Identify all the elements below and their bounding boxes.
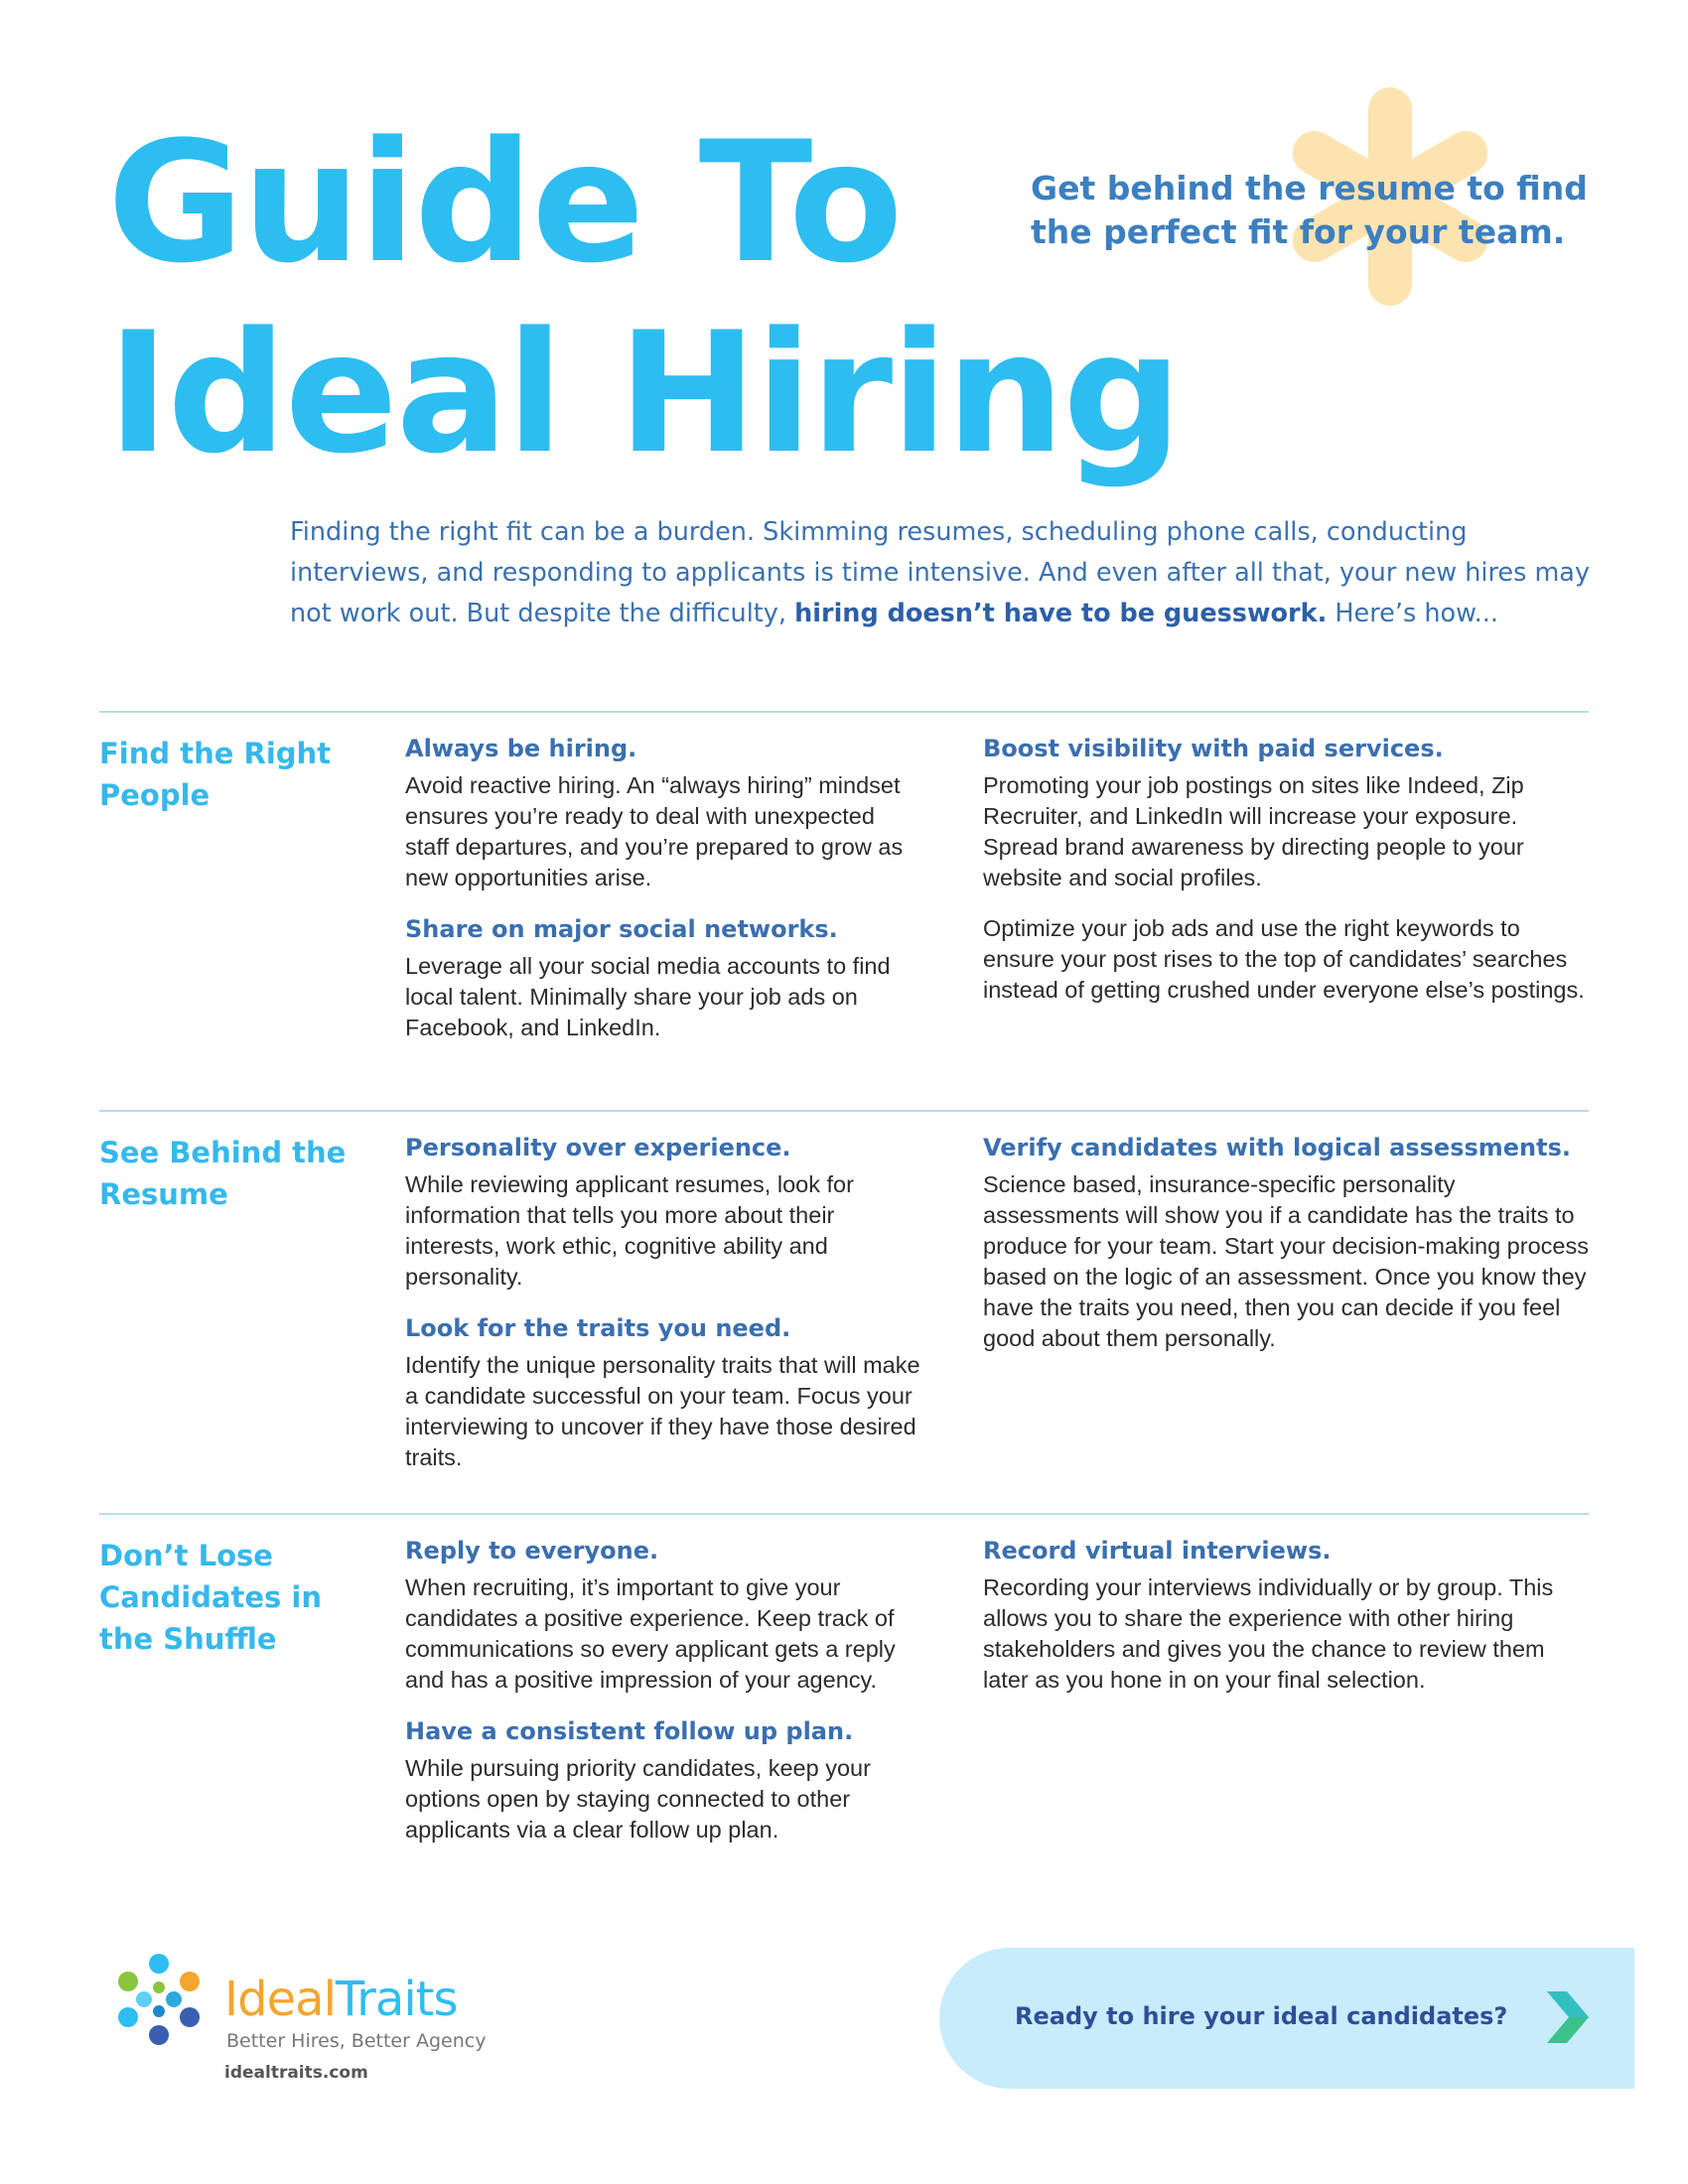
brand-name-traits: Traits bbox=[335, 1972, 458, 2027]
intro-text: Finding the right fit can be a burden. Skimming resumes, scheduling phone calls, conducting interviews, and responding to applicants is time intensive. And even after all that, your new hires may not work out. But despite the difficulty, bbox=[290, 517, 1591, 628]
tip-heading: Reply to everyone. bbox=[405, 1537, 659, 1565]
section-3-right-column bbox=[983, 1535, 1594, 1715]
tip-heading: Have a consistent follow up plan. bbox=[405, 1717, 854, 1745]
cta-banner-button[interactable] bbox=[939, 1948, 1634, 2089]
section-1-left-column bbox=[405, 733, 921, 1063]
tip-block bbox=[405, 1535, 921, 1696]
chevron-right-icon bbox=[1545, 1987, 1591, 2047]
tip-heading: Share on major social networks. bbox=[405, 915, 838, 943]
tip-block bbox=[405, 913, 921, 1043]
tip-block bbox=[983, 1535, 1594, 1696]
intro-emphasis: hiring doesn’t have to be guesswork. bbox=[794, 599, 1328, 628]
tip-heading: Look for the traits you need. bbox=[405, 1314, 791, 1342]
tip-block bbox=[405, 1132, 921, 1293]
section-title-dont-lose: Don’t Lose Candidates in the Shuffle bbox=[99, 1539, 322, 1656]
section-3-left-column bbox=[405, 1535, 921, 1865]
page-title-line-1: Guide To bbox=[107, 105, 902, 300]
section-title-behind-resume: See Behind the Resume bbox=[99, 1136, 347, 1211]
section-divider bbox=[99, 1110, 1589, 1112]
tip-block bbox=[405, 1312, 921, 1473]
brand-name bbox=[224, 1972, 457, 2027]
intro-paragraph bbox=[290, 512, 1611, 634]
tip-body: While pursuing priority candidates, keep your options open by staying connected to other applicants via a clear follow up plan. bbox=[405, 1755, 871, 1843]
section-2-left-column bbox=[405, 1132, 921, 1493]
tip-heading: Always be hiring. bbox=[405, 735, 637, 762]
tip-heading: Record virtual interviews. bbox=[983, 1537, 1332, 1565]
section-title-find-people: Find the Right People bbox=[99, 737, 332, 812]
idealtraits-logo-icon bbox=[111, 1952, 207, 2047]
brand-url-link[interactable]: idealtraits.com bbox=[224, 2063, 368, 2083]
intro-end: Here’s how... bbox=[1327, 599, 1498, 628]
tip-body: Optimize your job ads and use the right keywords to ensure your post rises to the top of candidates’ searches instead of getting crushed under everyone else’s postings. bbox=[983, 915, 1585, 1003]
tip-heading: Personality over experience. bbox=[405, 1134, 791, 1161]
tip-block bbox=[983, 733, 1594, 893]
section-divider bbox=[99, 711, 1589, 713]
tip-block bbox=[405, 1715, 921, 1845]
page-title-line-2: Ideal Hiring bbox=[107, 296, 1181, 490]
tip-body: Avoid reactive hiring. An “always hiring” mindset ensures you’re ready to deal with unexpected staff departures, and you’re prepared to grow as new opportunities arise. bbox=[405, 772, 904, 890]
tip-heading: Verify candidates with logical assessments. bbox=[983, 1134, 1572, 1161]
section-2-right-column bbox=[983, 1132, 1594, 1374]
tip-heading: Boost visibility with paid services. bbox=[983, 735, 1444, 762]
brand-name-ideal: Ideal bbox=[224, 1972, 336, 2027]
tip-body: Recording your interviews individually or by group. This allows you to share the experience with other hiring stakeholders and gives you the chance to review them later as you hone in on your final selection. bbox=[983, 1574, 1554, 1693]
tip-block bbox=[405, 733, 921, 893]
brand-slogan: Better Hires, Better Agency bbox=[226, 2030, 487, 2052]
cta-text: Ready to hire your ideal candidates? bbox=[1015, 2002, 1508, 2030]
tip-block bbox=[983, 1132, 1594, 1354]
section-divider bbox=[99, 1513, 1589, 1515]
tip-block bbox=[983, 913, 1594, 1006]
tip-body: Promoting your job postings on sites like Indeed, Zip Recruiter, and LinkedIn will increase your exposure. Spread brand awareness by directing people to your website and social profiles. bbox=[983, 772, 1524, 890]
tagline: Get behind the resume to find the perfect fit for your team. bbox=[1031, 169, 1588, 251]
tip-body: Science based, insurance-specific personality assessments will show you if a candidate has the traits to produce for your team. Start your decision-making process based on the logic of an assessment. Once you know they have the traits you need, then you can decide if you feel good about them personally. bbox=[983, 1171, 1589, 1351]
tip-body: Leverage all your social media accounts to find local talent. Minimally share your job ads on Facebook, and LinkedIn. bbox=[405, 953, 891, 1040]
section-1-right-column bbox=[983, 733, 1594, 1025]
tip-body: While reviewing applicant resumes, look for information that tells you more about their interests, work ethic, cognitive ability and personality. bbox=[405, 1171, 854, 1290]
tip-body: When recruiting, it’s important to give your candidates a positive experience. Keep track of communications so every applicant gets a reply and has a positive impression of your agency. bbox=[405, 1574, 896, 1693]
tip-body: Identify the unique personality traits that will make a candidate successful on your team. Focus your interviewing to uncover if they have those desired traits. bbox=[405, 1352, 920, 1470]
